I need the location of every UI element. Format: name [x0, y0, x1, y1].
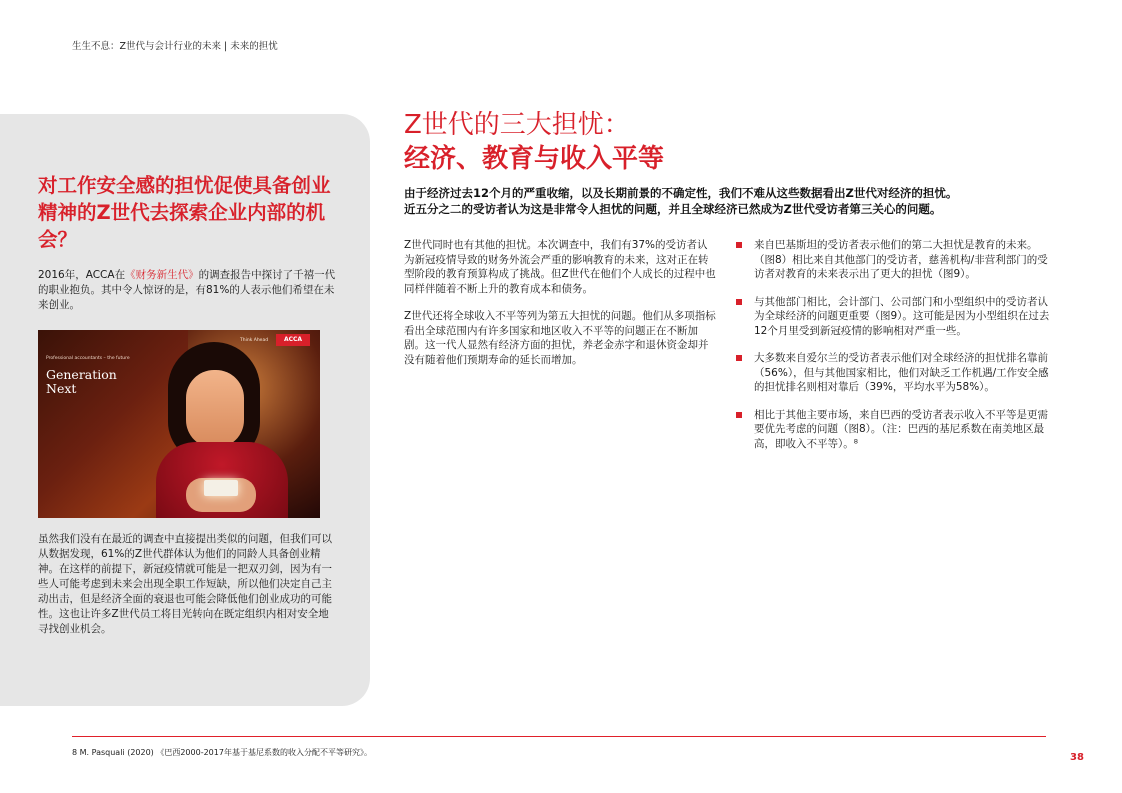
report-title-link[interactable]: 《财务新生代》: [125, 269, 199, 281]
body-paragraph: Z世代同时也有其他的担忧。本次调查中，我们有37%的受访者认为新冠疫情导致的财务外流会严重的影响教育的未来，这对正在转型阶段的教育预算构成了挑战。但Z世代在他们个人成长的过程中也同样伴随着不断上升的教育成本和债务。: [404, 239, 716, 295]
bullet-item: [736, 238, 1050, 282]
cover-think-ahead: Think Ahead: [240, 338, 269, 343]
cover-title: [46, 368, 117, 396]
bullet-text: 与其他部门相比，会计部门、公司部门和小型组织中的受访者认为全球经济的问题更重要（图9）。这可能是因为小型组织在过去12个月里受到新冠疫情的影响相对严重一些。: [754, 295, 1050, 337]
footnote: 8 M. Pasquali (2020) 《巴西2000-2017年基于基尼系数的收入分配不平等研究》。: [72, 748, 372, 757]
section-title-line1: Z世代的三大担忧：: [404, 110, 630, 140]
body-paragraph: Z世代还将全球收入不平等列为第五大担忧的问题。他们从多项指标看出全球范围内有许多国家和地区收入不平等的问题正在不断加剧。这一代人显然有经济方面的担忧，养老金赤字和退休资金却并没有随着他们预期寿命的延长而增加。: [404, 310, 716, 366]
square-bullet-icon: [736, 355, 742, 361]
cover-title-line2: Next: [46, 381, 77, 396]
lead-line-1: 由于经济过去12个月的严重收缩，以及长期前景的不确定性，我们不难从这些数据看出Z世代对经济的担忧。: [404, 186, 958, 200]
sidebar-heading: 对工作安全感的担忧促使具备创业精神的Z世代去探索企业内部的机会？: [38, 174, 331, 251]
page-number: 38: [1070, 752, 1084, 763]
bullet-text: 大多数来自爱尔兰的受访者表示他们对全球经济的担忧排名靠前（56%），但与其他国家相比，他们对缺乏工作机遇/工作安全感的担忧排名则相对靠后（39%，平均水平为58%）。: [754, 352, 1049, 393]
square-bullet-icon: [736, 299, 742, 305]
square-bullet-icon: [736, 242, 742, 248]
cover-tagline: Professional accountants – the future: [46, 356, 130, 361]
bullet-item: [736, 295, 1050, 339]
cover-phone-icon: [204, 480, 238, 496]
bullet-item: [736, 408, 1050, 452]
sidebar-intro-after: 的调查报告中探讨了千禧一代的职业抱负。其中令人惊讶的是，有81%的人表示他们希望在未来创业。: [38, 269, 336, 311]
sidebar-intro-before: 2016年，ACCA在: [38, 269, 126, 281]
bullet-text: 相比于其他主要市场，来自巴西的受访者表示收入不平等是更需要优先考虑的问题（图8）。（注：巴西的基尼系数在南美地区最高，即收入不平等）。⁸: [754, 408, 1048, 450]
section-title-line2: 经济、教育与收入平等: [404, 144, 665, 174]
cover-title-line1: Generation: [46, 367, 117, 382]
sidebar-body: 虽然我们没有在最近的调查中直接提出类似的问题，但我们可以从数据发现，61%的Z世代群体认为他们的同龄人具备创业精神。在这样的前提下，新冠疫情就可能是一把双刃剑，因为有一些人可能考虑到未来会出现全职工作短缺，所以他们决定自己主动出击，但是经济全面的衰退也可能会降低他们创业成功的可能性。这也让许多Z世代员工将目光转向在既定组织内相对安全地寻找创业机会。: [38, 533, 332, 635]
acca-logo: ACCA: [276, 334, 310, 346]
left-text-column: [404, 238, 716, 380]
section-title: [404, 108, 664, 176]
bullet-item: [736, 351, 1050, 395]
sidebar-intro: [38, 268, 338, 313]
footer-divider: [72, 736, 1046, 737]
bullet-text: 来自巴基斯坦的受访者表示他们的第二大担忧是教育的未来。（图8）相比来自其他部门的受访者，慈善机构/非营利部门的受访者对教育的未来表示出了更大的担忧（图9）。: [754, 239, 1048, 280]
square-bullet-icon: [736, 412, 742, 418]
lead-line-2: 近五分之二的受访者认为这是非常令人担忧的问题，并且全球经济已然成为Z世代受访者第三关心的问题。: [404, 202, 942, 216]
cover-person-face: [186, 370, 244, 448]
report-cover-image: [38, 330, 320, 518]
bullet-list: [736, 238, 1050, 464]
running-head: 生生不息：Z世代与会计行业的未来 | 未来的担忧: [72, 41, 278, 52]
lead-paragraph: [404, 185, 1064, 217]
